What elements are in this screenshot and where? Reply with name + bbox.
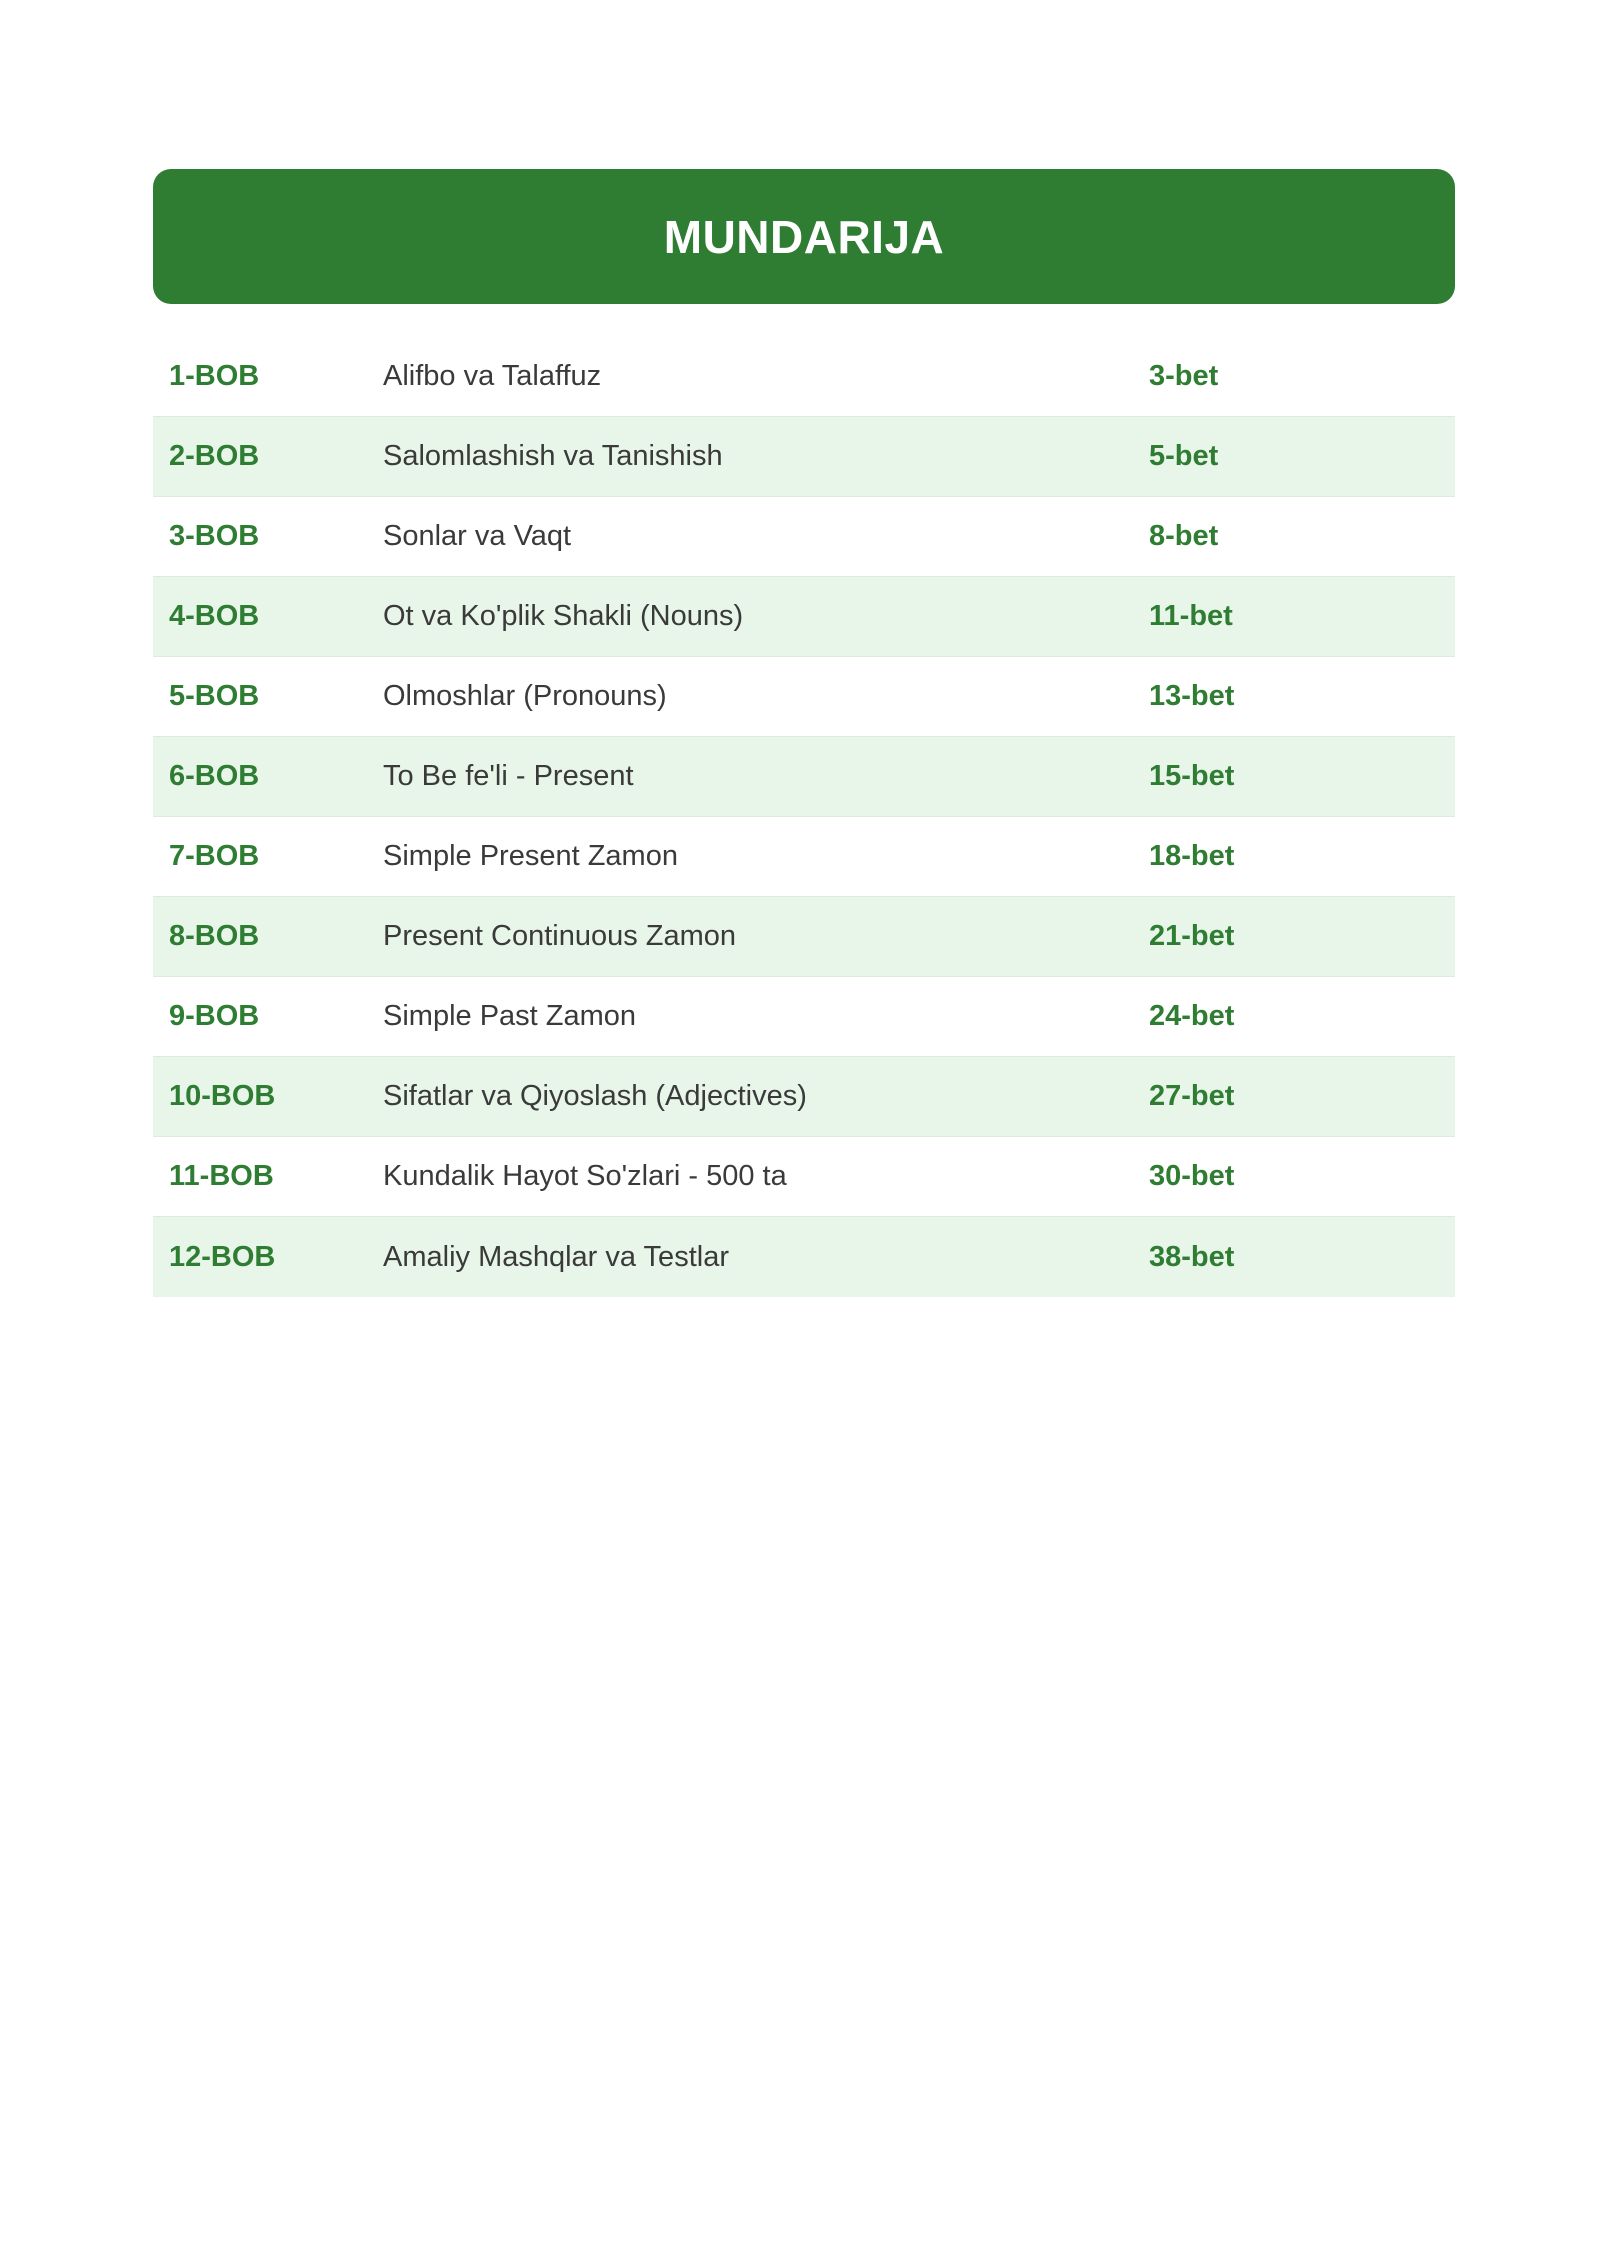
- chapter-number: 6-BOB: [169, 760, 260, 792]
- chapter-topic: Sifatlar va Qiyoslash (Adjectives): [383, 1080, 807, 1112]
- chapter-topic: Present Continuous Zamon: [383, 920, 737, 952]
- chapter-page: 5-bet: [1149, 440, 1219, 472]
- chapter-number: 1-BOB: [169, 360, 260, 392]
- chapter-page: 21-bet: [1149, 920, 1235, 952]
- toc-row: [153, 1217, 1455, 1297]
- chapter-number: 10-BOB: [169, 1080, 276, 1112]
- chapter-topic: Ot va Ko'plik Shakli (Nouns): [383, 600, 744, 632]
- chapter-number: 3-BOB: [169, 520, 260, 552]
- chapter-topic: Alifbo va Talaffuz: [383, 360, 602, 392]
- toc-row: [153, 417, 1455, 497]
- chapter-number: 7-BOB: [169, 840, 260, 872]
- chapter-number: 5-BOB: [169, 680, 260, 712]
- page-title: MUNDARIJA: [663, 210, 945, 263]
- chapter-topic: Simple Past Zamon: [383, 1000, 637, 1032]
- toc-row: [153, 497, 1455, 577]
- chapter-page: 38-bet: [1149, 1240, 1235, 1273]
- chapter-number: 2-BOB: [169, 440, 260, 472]
- toc-list: [153, 337, 1455, 1297]
- chapter-topic: Salomlashish va Tanishish: [383, 440, 723, 472]
- chapter-number: 12-BOB: [169, 1240, 276, 1273]
- toc-row: [153, 817, 1455, 897]
- chapter-topic: Amaliy Mashqlar va Testlar: [383, 1240, 729, 1273]
- chapter-number: 4-BOB: [169, 600, 260, 632]
- chapter-page: 18-bet: [1149, 840, 1235, 872]
- toc-row: [153, 1057, 1455, 1137]
- chapter-page: 15-bet: [1149, 760, 1235, 792]
- chapter-page: 27-bet: [1149, 1080, 1235, 1112]
- chapter-topic: To Be fe'li - Present: [383, 760, 634, 792]
- chapter-page: 24-bet: [1149, 1000, 1235, 1032]
- chapter-page: 30-bet: [1149, 1160, 1235, 1192]
- chapter-topic: Sonlar va Vaqt: [383, 520, 572, 552]
- toc-row: [153, 897, 1455, 977]
- toc-row: [153, 577, 1455, 657]
- chapter-number: 11-BOB: [169, 1160, 274, 1192]
- chapter-page: 8-bet: [1149, 520, 1219, 552]
- toc-row: [153, 977, 1455, 1057]
- chapter-number: 9-BOB: [169, 1000, 260, 1032]
- toc-row: [153, 1137, 1455, 1217]
- chapter-number: 8-BOB: [169, 920, 260, 952]
- toc-header: [153, 169, 1455, 304]
- chapter-page: 3-bet: [1149, 360, 1219, 392]
- chapter-page: 11-bet: [1149, 600, 1233, 632]
- chapter-topic: Kundalik Hayot So'zlari - 500 ta: [383, 1160, 787, 1192]
- toc-row: [153, 657, 1455, 737]
- toc-row: [153, 337, 1455, 417]
- chapter-topic: Simple Present Zamon: [383, 840, 678, 872]
- table-of-contents: [153, 169, 1455, 1297]
- chapter-topic: Olmoshlar (Pronouns): [383, 680, 667, 712]
- toc-row: [153, 737, 1455, 817]
- chapter-page: 13-bet: [1149, 680, 1235, 712]
